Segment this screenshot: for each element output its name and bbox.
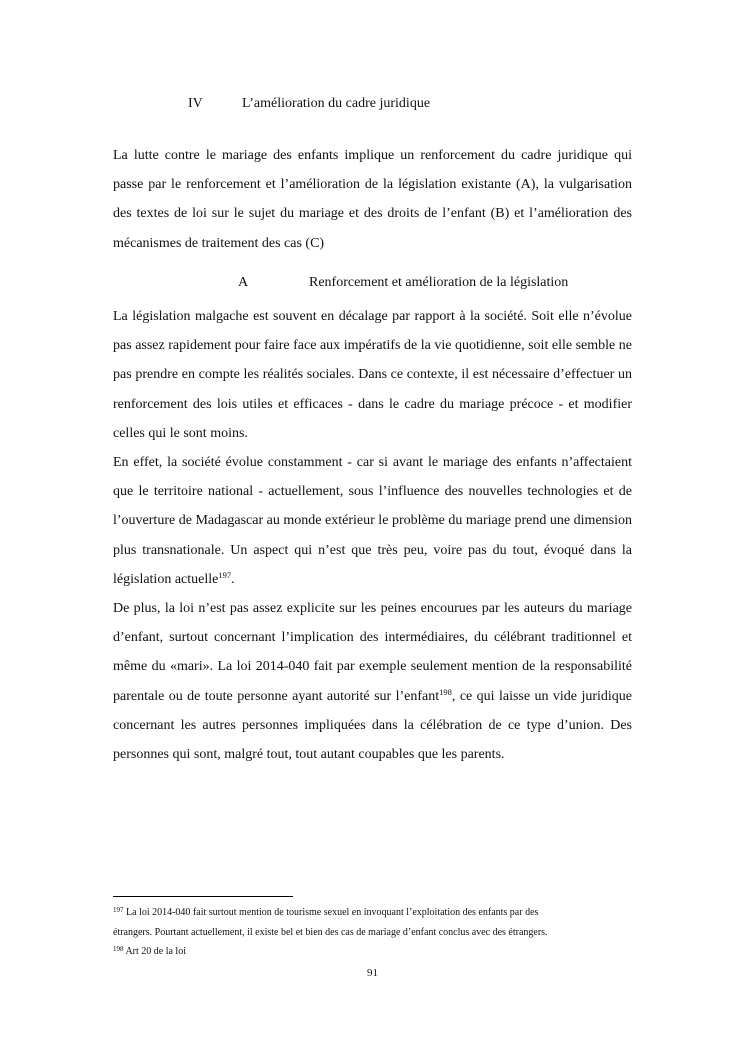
section-a-letter: A (238, 275, 249, 290)
paragraph-1: La législation malgache est souvent en décalage par rapport à la société. Soit elle n’évolue pas assez rapidement pour faire face aux impératifs de la vie quotidienne, soit elle semble ne pas prendre en compte les réalités sociales. Dans ce contexte, il est nécessaire d’effectuer un renforcement des lois utiles et efficaces - dans le cadre du mariage précoce - et modifier celles qui le sont moins. (113, 309, 632, 441)
footnote-198-text: Art 20 de la loi (123, 946, 186, 957)
section-iv-title: L’amélioration du cadre juridique (242, 96, 431, 111)
paragraph-3-text-a: De plus, la loi n’est pas assez explicite sur les peines encourues par les auteurs du mariage d’enfant, surtout concernant l’implication des intermédiaires, du célébrant traditionnel et même du «mari». La loi 2014-040 fait par exemple seulement mention de la responsabilité parentale ou de toute personne ayant autorité sur l’enfant (113, 601, 632, 704)
page-number: 91 (367, 967, 378, 979)
footnote-ref-197: 197 (218, 569, 232, 580)
footnote-197-number: 197 (113, 906, 124, 914)
footnote-198 (113, 942, 633, 962)
footnotes (113, 903, 633, 962)
paragraph-3-text-b: , ce qui laisse un vide juridique concernant les autres personnes impliquées dans la célébration de ce type d’union. Des personnes qui sont, malgré tout, tout autant coupables que les parents. (113, 688, 632, 763)
footnote-ref-198: 198 (439, 686, 452, 697)
paragraph-2-end: . (231, 571, 235, 587)
footnote-197-line-2: étrangers. Pourtant actuellement, il existe bel et bien des cas de mariage d’enfant conclus avec des étrangers. (113, 926, 548, 938)
intro-paragraph (113, 141, 632, 258)
intro-paragraph-text: La lutte contre le mariage des enfants implique un renforcement du cadre juridique qui passe par le renforcement et l’amélioration de la législation existante (A), la vulgarisation des textes de loi sur le sujet du mariage et des droits de l’enfant (B) et l’amélioration des mécanismes de traitement des cas (C) (113, 148, 632, 251)
footnote-separator (113, 896, 293, 897)
paragraph-2 (113, 448, 632, 594)
paragraph-3 (113, 594, 632, 769)
footnote-198-number: 198 (113, 945, 124, 953)
section-iv-number: IV (188, 96, 203, 111)
footnote-197-text-1: La loi 2014-040 fait surtout mention de tourisme sexuel en invoquant l’exploitation des enfants par des (123, 907, 539, 918)
footnote-197-line-1 (113, 903, 633, 923)
section-a-title: Renforcement et amélioration de la législation (309, 275, 569, 290)
section-a-body (113, 302, 632, 769)
paragraph-2-text: En effet, la société évolue constamment - car si avant le mariage des enfants n’affectaient que le territoire national - actuellement, sous l’influence des nouvelles technologies et de l’ouverture de Madagascar au monde extérieur le problème du mariage prend une dimension plus transnationale. Un aspect qui n’est que très peu, voire pas du tout, évoqué dans la législation actuelle (113, 455, 632, 587)
